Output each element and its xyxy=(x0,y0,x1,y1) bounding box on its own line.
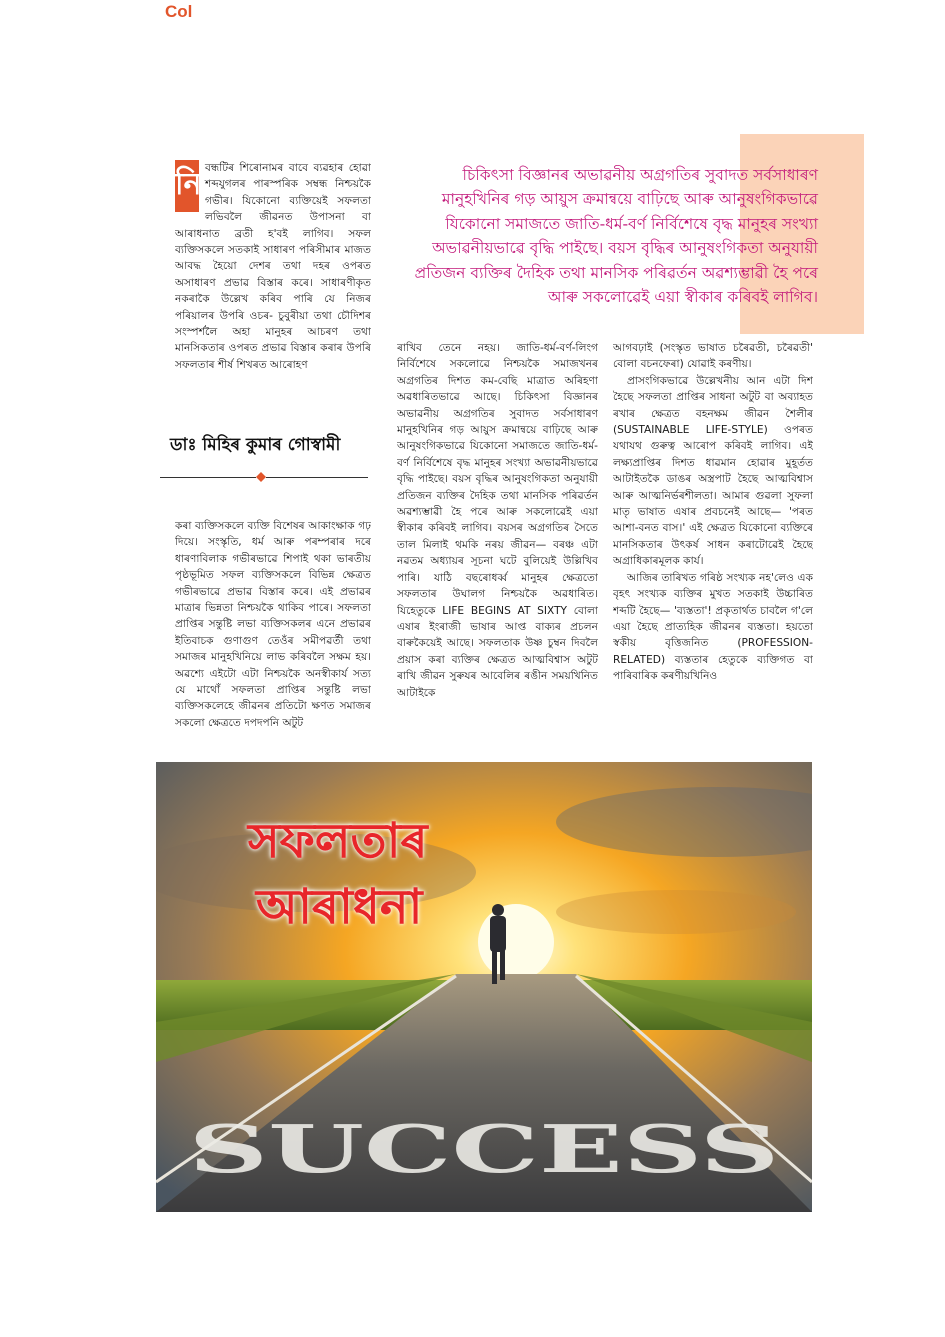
column-3-paragraph-1: আগবঢ়াই (সংস্কৃত ভাষাত চৰৈৱতী, চৰৈৱতী' বোলা বচনফেৰা) যোৱাই কৰণীয়। xyxy=(613,342,813,371)
hero-title-line-2: আৰাধনা xyxy=(256,879,423,935)
byline-rule-left xyxy=(160,477,256,478)
byline-rule-right xyxy=(266,477,368,478)
column-1-top-text: বন্ধটিৰ শিৰোনামৰ বাবে ব্যৱহাৰ হোৱা শব্দযুগলৰ পাৰস্পৰিক সম্বন্ধ নিশ্চয়কৈ গভীৰ। যিকোনো ব্যক্তিয়েই সফলতা লভিবলৈ জীৱনত উপাসনা বা আৰাধনাত ব্ৰতী হ'বই লাগিব। সফল ব্যক্তিসকলে সতকাই সাধাৰণ পৰিসীমাৰ মাজত আবদ্ধ হৈয়ো দেশৰ তথা দহৰ ওপৰত অসাধাৰণ প্ৰভাৱ বিস্তাৰ কৰে। সাধাৰণীকৃত নকৰাকৈ উল্লেখ কৰিব পাৰি যে নিজৰ পৰিয়ালৰ উপৰি ওচৰ- চুবুৰীয়া তথা চৌদিশৰ সংস্পৰ্শলৈ অহা মানুহৰ আচৰণ তথা মানসিকতাৰ ওপৰত প্ৰভাৱ বিস্তাৰ কৰাৰ উপৰি সফলতাৰ শীৰ্ষ শিখৰত আৰোহণ xyxy=(175,162,371,371)
drop-cap: নি xyxy=(175,160,199,212)
column-1-bottom-text: কৰা ব্যক্তিসকলে ব্যক্তি বিশেষৰ আকাংক্ষাক গঢ় দিয়ে। সংস্কৃতি, ধৰ্ম আৰু পৰম্পৰাৰ দৰে ধাৰণাবিলাক গভীৰভাৱে শিপাই থকা ভাৰতীয় পৃষ্ঠভূমিত সফল ব্যক্তিসকলে বিভিন্ন ক্ষেত্ৰত গভীৰভাৱে প্ৰভাৱ বিস্তাৰ কৰে। এই প্ৰভাৱৰ মাত্ৰাৰ ভিন্নতা নিশ্চয়কৈ থাকিব পাৰে। সফলতা প্ৰাপ্তিৰ সন্তুষ্টি লভা ব্যক্তিসকলৰ এনে প্ৰভাৱৰ ইতিবাচক গুণাগুণ তেওঁৰ সমীপৱৰ্তী তথা সমাজৰ মানুহখিনিয়ে লাভ কৰিবলৈ সক্ষম হয়। অৱশ্যে এইটো এটা নিশ্চয়কৈ অনস্বীকাৰ্য সত্য যে মাথোঁ সফলতা প্ৰাপ্তিৰ সন্তুষ্টি লভা ব্যক্তিসকলেহে জীৱনৰ প্ৰতিটো ক্ষণত সমাজৰ সকলো ক্ষেত্ৰতে দপদপনি অটুট xyxy=(175,520,371,729)
column-3-paragraph-3: আজিৰ তাৰিখত গৰিষ্ঠ সংখ্যক নহ'লেও এক বৃহৎ সংখ্যক ব্যক্তিৰ মুখত সতকাই উচ্চাৰিত শব্দটি হৈছে— 'ব্যস্ততা'! প্ৰকৃতাৰ্থত চাবলৈ গ'লে এয়া হৈছে প্ৰাত্যহিক জীৱনৰ ব্যস্ততা। হয়তো স্বকীয় বৃত্তিজনিত (PROFESSION-RELATED) ব্যস্ততাৰ হেতুকে ব্যক্তিগত বা পাৰিবাৰিক কৰণীয়খিনিও xyxy=(613,571,813,683)
article-column-3 xyxy=(613,340,813,755)
article-column-1-top xyxy=(175,160,371,400)
column-3-paragraph-2: প্ৰাসংগিকভাৱে উল্লেখনীয় আন এটা দিশ হৈছে সফলতা প্ৰাপ্তিৰ সাধনা অটুট বা অব্যাহত ৰখাৰ ক্ষেত্ৰত বহনক্ষম জীৱন শৈলীৰ (SUSTAINABLE LIFE-STYLE) ওপৰত যথাযথ গুৰুত্ব আৰোপ কৰিবই লাগিব। এই লক্ষ্যপ্ৰাপ্তিৰ দিশত ধাৱমান হোৱাৰ মুহূৰ্তত আটাইতকৈ ডাঙৰ অস্ত্ৰপাট হৈছে আত্মবিশ্বাস আৰু আত্মনিৰ্ভৰশীলতা। আমাৰ গুৱলা সুফলা মাতৃ ভাষাত এষাৰ প্ৰবচনেই আছে— 'পৰত আশা-বনত বাস।' এই ক্ষেত্ৰত যিকোনো ব্যক্তিৰে মানসিকতাৰ উৎকৰ্ষ সাধন কৰাটোৱেই হৈছে অগ্ৰাধিকাৰমূলক কাৰ্য। xyxy=(613,374,813,568)
hero-title-line-1: সফলতাৰ xyxy=(248,813,428,869)
column-2-text: ৰাখিব তেনে নহয়। জাতি-ধৰ্ম-বৰ্ণ-লিংগ নিৰ্বিশেষে সকলোৱে নিশ্চয়কৈ সমাজখনৰ অগ্ৰগতিৰ দিশত কম-বেছি মাত্ৰাত অৰিহণা অৱধাৰিতভাৱে আছে। চিকিৎসা বিজ্ঞানৰ অভাৱনীয় অগ্ৰগতিৰ সুবাদত সৰ্বসাধাৰণ মানুহখিনিৰ গড় আয়ুস ক্ৰমান্বয়ে বাঢ়িছে আৰু আনুষংগিকভাৱে যিকোনো সমাজতে জাতি-ধৰ্ম-বৰ্ণ নিৰ্বিশেষে বৃদ্ধ মানুহৰ সংখ্যা অভাৱনীয়ভাৱে বৃদ্ধি পাইছে। বয়স বৃদ্ধিৰ আনুষংগিকতা অনুযায়ী প্ৰতিজন ব্যক্তিৰ দৈহিক তথা মানসিক পৰিৱৰ্তন অৱশ্যম্ভাৱী হৈ পৰে আৰু সকলোৱেই এয়া স্বীকাৰ কৰিবই লাগিব। বয়সৰ অগ্ৰগতিৰ সৈতে তাল মিলাই থমকি নৰয় জীৱন— বৰঞ্চ এটা নৱতম অধ্যায়ৰ সূচনা ঘটে বুলিয়েই উল্লিখিব পাৰি। যাঠি বছৰোধৰ্ব্ব মানুহৰ ক্ষেত্ৰতো সফলতাৰ উঘালগ নিশ্চয়কৈ অৱধাৰিত। যিহেতুকে LIFE BEGINS AT SIXTY বোলা এষাৰ ইংৰাজী ভাষাৰ আপ্ত বাক্যৰ প্ৰচলন বাৰুকৈয়েই আছে। সফলতাক উষ্ণ চুম্বন দিবলৈ প্ৰয়াস কৰা ব্যক্তিৰ ক্ষেত্ৰত আত্মবিশ্বাস অটুট ৰাখি জীৱন সুৰুযৰ আবেলিৰ ৰঙীন সময়খিনিত আটাইকে xyxy=(397,342,598,699)
section-tag: Col xyxy=(165,2,193,21)
pull-quote: চিকিৎসা বিজ্ঞানৰ অভাৱনীয় অগ্ৰগতিৰ সুবাদত সৰ্বসাধাৰণ মানুহখিনিৰ গড় আয়ুস ক্ৰমান্বয়ে বাঢ়িছে আৰু আনুষংগিকভাৱে যিকোনো সমাজতে জাতি-ধৰ্ম-বৰ্ণ নিৰ্বিশেষে বৃদ্ধ মানুহৰ সংখ্যা অভাৱনীয়ভাৱে বৃদ্ধি পাইছে। বয়স বৃদ্ধিৰ আনুষংগিকতা অনুযায়ী প্ৰতিজন ব্যক্তিৰ দৈহিক তথা মানসিক পৰিৱৰ্তন অৱশ্যম্ভাৱী হৈ পৰে আৰু সকলোৱেই এয়া স্বীকাৰ কৰিবই লাগিব। xyxy=(414,166,818,307)
author-byline: ডাঃ মিহিৰ কুমাৰ গোস্বামী xyxy=(170,435,341,455)
hero-image xyxy=(156,762,812,1212)
road-word: SUCCESS xyxy=(188,1110,780,1189)
article-column-1-bottom xyxy=(175,518,371,753)
article-column-2 xyxy=(397,340,598,755)
diamond-ornament-icon xyxy=(256,472,266,482)
